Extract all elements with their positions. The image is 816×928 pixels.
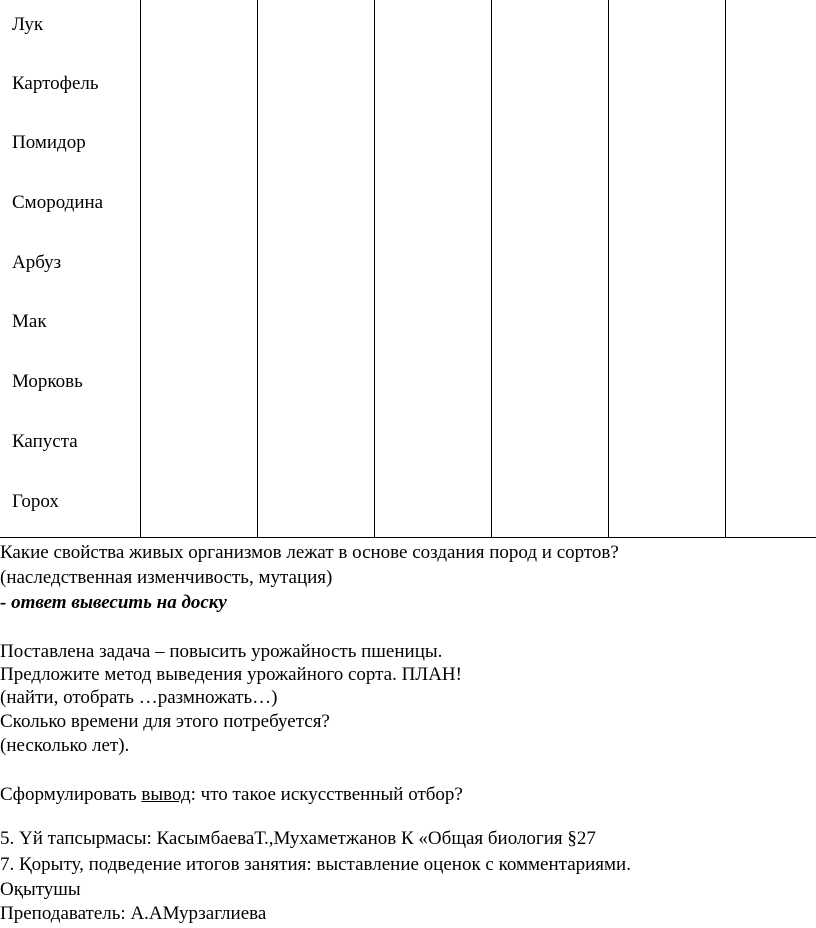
plants-column xyxy=(0,0,141,538)
plant-item: Помидор xyxy=(12,132,86,153)
plant-item: Лук xyxy=(12,14,44,35)
plan-text: (найти, отобрать …размножать…) xyxy=(0,687,278,708)
teacher-ru-text: Преподаватель: А.АМурзаглиева xyxy=(0,903,267,924)
empty-cell xyxy=(141,0,258,538)
plant-item: Смородина xyxy=(12,192,104,213)
task-text: Поставлена задача – повысить урожайность пшеницы. xyxy=(0,641,443,662)
suggest-text: Предложите метод выведения урожайного сорта. ПЛАН! xyxy=(0,664,462,685)
question-text: Какие свойства живых организмов лежат в основе создания пород и сортов? xyxy=(0,542,619,563)
question-text: Сколько времени для этого потребуется? xyxy=(0,711,330,732)
plant-item: Картофель xyxy=(12,73,99,94)
note-text: - ответ вывесить на доску xyxy=(0,592,227,613)
empty-cell xyxy=(609,0,726,538)
answer-text: (несколько лет). xyxy=(0,735,130,756)
plant-item: Арбуз xyxy=(12,252,62,273)
plant-item: Морковь xyxy=(12,371,83,392)
homework-text: 5. Үй тапсырмасы: КасымбаеваТ.,Мухаметжанов К «Общая биология §27 xyxy=(0,828,596,849)
summary-text: 7. Қорыту, подведение итогов занятия: выставление оценок с комментариями. xyxy=(0,854,631,875)
plant-item: Капуста xyxy=(12,431,78,452)
conclusion-word: вывод xyxy=(141,784,191,805)
conclusion-text xyxy=(0,783,463,807)
answer-text: (наследственная изменчивость, мутация) xyxy=(0,567,333,588)
empty-cell xyxy=(492,0,609,538)
empty-cell xyxy=(258,0,375,538)
plant-item: Горох xyxy=(12,491,59,512)
conclusion-prefix: Сформулировать xyxy=(0,784,142,805)
plant-item: Мак xyxy=(12,311,47,332)
empty-cell xyxy=(726,0,816,538)
teacher-kz-text: Оқытушы xyxy=(0,879,81,900)
conclusion-rest: : что такое искусственный отбор? xyxy=(190,784,463,805)
empty-cell xyxy=(375,0,492,538)
